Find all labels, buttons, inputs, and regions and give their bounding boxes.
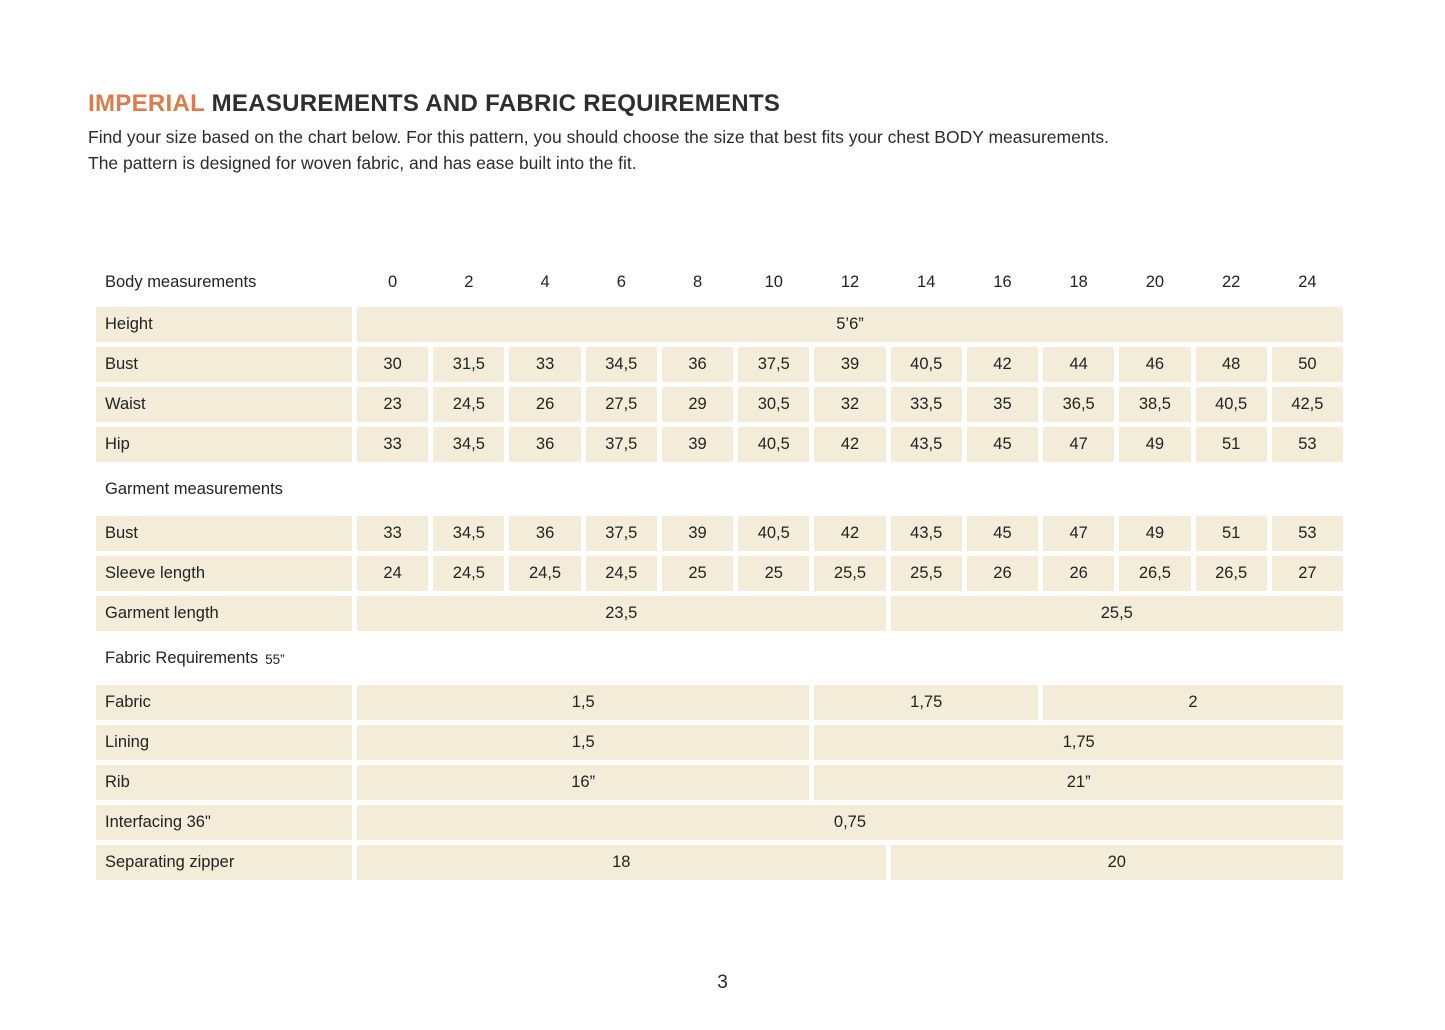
value-cell: 39 [662, 516, 733, 551]
section-suffix: 55” [265, 651, 285, 667]
value-cell: 29 [662, 387, 733, 422]
value-cell: 40,5 [738, 427, 809, 462]
value-cell: 30,5 [738, 387, 809, 422]
section-header-row [96, 467, 1343, 511]
value-cell: 16” [357, 765, 809, 800]
value-cell: 33 [509, 347, 580, 382]
intro-line-2: The pattern is designed for woven fabric, and has ease built into the fit. [88, 152, 637, 173]
intro-text [88, 125, 1358, 176]
value-cell: 25 [738, 556, 809, 591]
value-cell: 33,5 [891, 387, 962, 422]
value-cell: 46 [1119, 347, 1190, 382]
value-cell: 33 [357, 516, 428, 551]
value-cell: 39 [814, 347, 885, 382]
value-cell: 26 [1043, 556, 1114, 591]
measurement-table [96, 262, 1343, 880]
header-block [88, 90, 1358, 176]
value-cell: 36,5 [1043, 387, 1114, 422]
value-cell: 1,75 [814, 685, 1038, 720]
value-cell: 36 [509, 516, 580, 551]
value-cell: 31,5 [433, 347, 504, 382]
value-cell: 34,5 [586, 347, 657, 382]
value-cell: 23 [357, 387, 428, 422]
row-label: Rib [96, 765, 352, 800]
page-title [88, 90, 1358, 118]
value-cell: 0,75 [357, 805, 1343, 840]
value-cell: 40,5 [891, 347, 962, 382]
size-column-header: 12 [840, 272, 860, 291]
row-label: Height [96, 307, 352, 342]
section-label: Fabric Requirements [105, 648, 259, 667]
value-cell: 26 [509, 387, 580, 422]
value-cell: 1,5 [357, 725, 809, 760]
value-cell: 48 [1196, 347, 1267, 382]
size-column-header: 14 [917, 272, 936, 291]
row-label: Sleeve length [96, 556, 352, 591]
value-cell: 49 [1119, 516, 1190, 551]
value-cell: 24,5 [433, 387, 504, 422]
value-cell: 24,5 [433, 556, 504, 591]
value-cell: 20 [891, 845, 1343, 880]
value-cell: 26 [967, 556, 1038, 591]
value-cell: 40,5 [1196, 387, 1267, 422]
row-label: Separating zipper [96, 845, 352, 880]
size-column-header: 2 [464, 272, 474, 291]
size-column-header: 18 [1069, 272, 1088, 291]
size-column-header: 8 [692, 272, 703, 291]
value-cell: 42 [814, 516, 885, 551]
value-cell: 25,5 [891, 596, 1343, 631]
value-cell: 30 [357, 347, 428, 382]
value-cell: 44 [1043, 347, 1114, 382]
value-cell: 38,5 [1119, 387, 1190, 422]
value-cell: 49 [1119, 427, 1190, 462]
size-column-header: 6 [616, 272, 626, 291]
value-cell: 27 [1272, 556, 1343, 591]
value-cell: 33 [357, 427, 428, 462]
section-label: Garment measurements [105, 479, 283, 498]
row-label: Fabric [96, 685, 352, 720]
value-cell: 42,5 [1272, 387, 1343, 422]
page-title-rest: MEASUREMENTS AND FABRIC REQUIREMENTS [204, 90, 781, 117]
value-cell: 47 [1043, 427, 1114, 462]
value-cell: 39 [662, 427, 733, 462]
size-column-header: 20 [1145, 272, 1165, 291]
page-number: 3 [717, 972, 728, 993]
value-cell: 24 [357, 556, 428, 591]
value-cell: 53 [1272, 516, 1343, 551]
value-cell: 42 [814, 427, 885, 462]
value-cell: 25,5 [891, 556, 962, 591]
table-header-label: Body measurements [105, 272, 257, 291]
value-cell: 24,5 [586, 556, 657, 591]
value-cell: 35 [967, 387, 1038, 422]
row-label: Bust [96, 516, 352, 551]
value-cell: 51 [1196, 516, 1267, 551]
value-cell: 51 [1196, 427, 1267, 462]
value-cell: 26,5 [1119, 556, 1190, 591]
value-cell: 32 [814, 387, 885, 422]
value-cell: 37,5 [586, 516, 657, 551]
size-column-header: 22 [1221, 272, 1241, 291]
value-cell: 21” [814, 765, 1343, 800]
value-cell: 47 [1043, 516, 1114, 551]
value-cell: 37,5 [586, 427, 657, 462]
value-cell: 25,5 [814, 556, 885, 591]
value-cell: 5’6” [357, 307, 1343, 342]
value-cell: 34,5 [433, 427, 504, 462]
value-cell: 43,5 [891, 516, 962, 551]
value-cell: 45 [967, 516, 1038, 551]
row-label: Interfacing 36" [96, 805, 352, 840]
row-label: Hip [96, 427, 352, 462]
page-title-accent: IMPERIAL [88, 90, 205, 117]
row-label: Bust [96, 347, 352, 382]
row-label: Lining [96, 725, 352, 760]
size-column-header: 10 [764, 272, 783, 291]
value-cell: 27,5 [586, 387, 657, 422]
size-column-header: 4 [540, 272, 550, 291]
value-cell: 34,5 [433, 516, 504, 551]
value-cell: 2 [1043, 685, 1343, 720]
value-cell: 1,5 [357, 685, 809, 720]
row-label: Waist [96, 387, 352, 422]
value-cell: 26,5 [1196, 556, 1267, 591]
intro-line-1: Find your size based on the chart below. For this pattern, you should choose the size that best fits your chest BODY measurements. [88, 127, 1110, 147]
row-label: Garment length [96, 596, 352, 631]
section-header-row [96, 636, 1343, 680]
value-cell: 18 [357, 845, 886, 880]
value-cell: 42 [967, 347, 1038, 382]
value-cell: 45 [967, 427, 1038, 462]
value-cell: 23,5 [357, 596, 886, 631]
size-column-header: 24 [1298, 272, 1317, 291]
value-cell: 40,5 [738, 516, 809, 551]
value-cell: 37,5 [738, 347, 809, 382]
value-cell: 1,75 [814, 725, 1343, 760]
value-cell: 36 [662, 347, 733, 382]
value-cell: 24,5 [509, 556, 580, 591]
value-cell: 53 [1272, 427, 1343, 462]
size-column-header: 0 [388, 272, 398, 291]
value-cell: 50 [1272, 347, 1343, 382]
value-cell: 36 [509, 427, 580, 462]
size-column-header: 16 [993, 272, 1012, 291]
value-cell: 43,5 [891, 427, 962, 462]
value-cell: 25 [662, 556, 733, 591]
